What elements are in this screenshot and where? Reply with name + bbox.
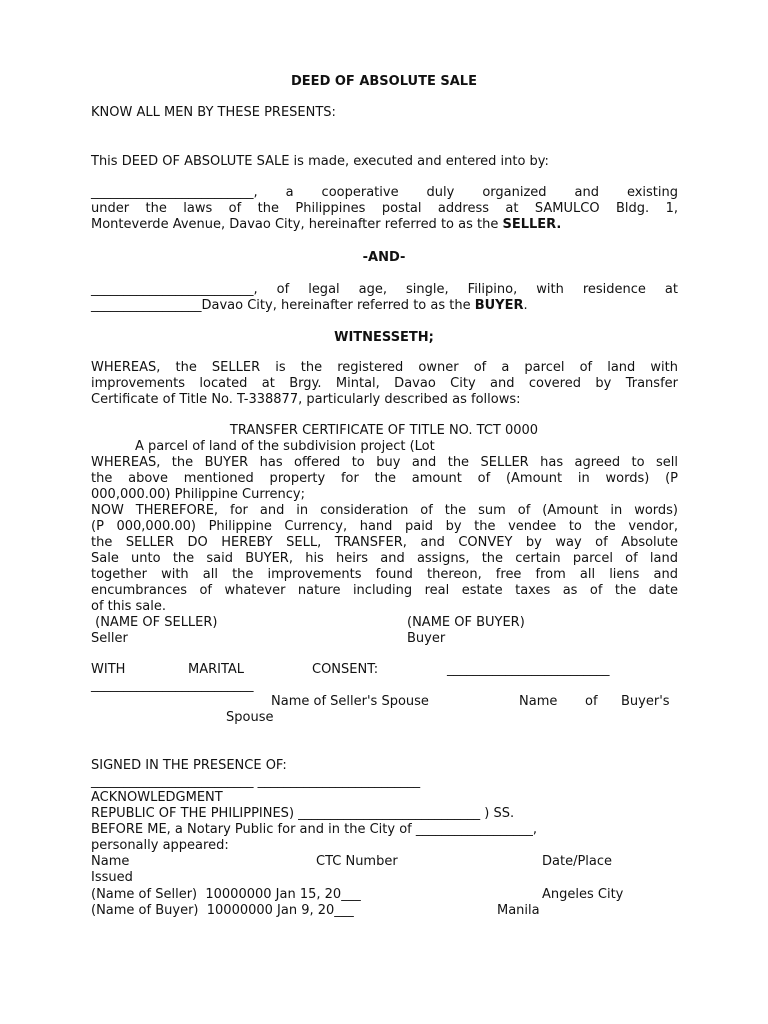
seller-name-placeholder: (NAME OF SELLER) <box>91 615 218 630</box>
table-row-buyer-place: Manila <box>497 903 540 918</box>
parcel-line: A parcel of land of the subdivision project (Lot <box>135 439 435 454</box>
seller-par-line3 <box>91 217 561 233</box>
now-line5: together with all the improvements found thereon, free from all liens and <box>91 567 678 582</box>
whereas2-line2: the above mentioned property for the amount of (Amount in words) (P <box>91 471 678 486</box>
whereas1-line1: WHEREAS, the SELLER is the registered owner of a parcel of land with <box>91 360 678 375</box>
buyer-par-line2 <box>91 298 528 314</box>
buyer-par-line2-end: . <box>523 298 528 313</box>
seller-role: Seller <box>91 631 128 646</box>
buyer-par-line1: _________________________, of legal age, single, Filipino, with residence at <box>91 282 678 297</box>
intro-line: This DEED OF ABSOLUTE SALE is made, executed and entered into by: <box>91 154 549 169</box>
document-title: DEED OF ABSOLUTE SALE <box>291 74 477 89</box>
buyer-name-placeholder: (NAME OF BUYER) <box>407 615 525 630</box>
whereas2-line3: 000,000.00) Philippine Currency; <box>91 487 305 502</box>
table-row-seller: (Name of Seller) 10000000 Jan 15, 20___ <box>91 887 361 902</box>
acknowledgment-heading: ACKNOWLEDGMENT <box>91 790 223 805</box>
and-separator: -AND- <box>362 250 406 265</box>
whereas1-line3: Certificate of Title No. T-338877, particularly described as follows: <box>91 392 521 407</box>
know-all-line: KNOW ALL MEN BY THESE PRESENTS: <box>91 105 336 120</box>
table-header-name: Name <box>91 854 130 869</box>
republic-line: REPUBLIC OF THE PHILIPPINES) ____________________________ ) SS. <box>91 806 515 821</box>
witness-blanks: _________________________ _________________________ <box>91 774 421 789</box>
table-row-seller-place: Angeles City <box>542 887 624 902</box>
marital-consent: CONSENT: <box>312 662 379 677</box>
buyer-label: BUYER <box>474 298 524 313</box>
witnesseth-heading: WITNESSETH; <box>334 330 434 345</box>
now-line7: of this sale. <box>91 599 166 614</box>
spouse-label: Spouse <box>226 710 274 725</box>
marital-with: WITH <box>91 662 126 677</box>
buyer-role: Buyer <box>407 631 446 646</box>
seller-par-line1: _________________________, a cooperative duly organized and existing <box>91 185 678 200</box>
before-me-line: BEFORE ME, a Notary Public for and in the City of __________________, <box>91 822 537 837</box>
tct-line: TRANSFER CERTIFICATE OF TITLE NO. TCT 0000 <box>229 423 539 438</box>
seller-spouse-label: Name of Seller's Spouse <box>271 694 429 709</box>
now-line3: the SELLER DO HEREBY SELL, TRANSFER, and CONVEY by way of Absolute <box>91 535 678 550</box>
whereas1-line2: improvements located at Brgy. Mintal, Davao City and covered by Transfer <box>91 376 678 391</box>
table-row-buyer: (Name of Buyer) 10000000 Jan 9, 20___ <box>91 903 354 918</box>
signed-presence: SIGNED IN THE PRESENCE OF: <box>91 758 287 773</box>
whereas2-line1: WHEREAS, the BUYER has offered to buy and the SELLER has agreed to sell <box>91 455 678 470</box>
table-header-issued: Issued <box>91 870 133 885</box>
now-line1: NOW THEREFORE, for and in consideration of the sum of (Amount in words) <box>91 503 678 518</box>
now-line2: (P 000,000.00) Philippine Currency, hand paid by the vendee to the vendor, <box>91 519 678 534</box>
now-line6: encumbrances of whatever nature including real estate taxes as of the date <box>91 583 678 598</box>
buyer-spouse-buyers: Buyer's <box>621 694 670 709</box>
marital-blank1: _________________________ <box>447 662 610 677</box>
buyer-spouse-of: of <box>585 694 598 709</box>
personally-appeared: personally appeared: <box>91 838 229 853</box>
now-line4: Sale unto the said BUYER, his heirs and assigns, the certain parcel of land <box>91 551 678 566</box>
seller-label: SELLER. <box>502 217 562 232</box>
marital-marital: MARITAL <box>188 662 245 677</box>
seller-par-line3-text: Monteverde Avenue, Davao City, hereinafter referred to as the <box>91 217 503 232</box>
buyer-spouse-name: Name <box>519 694 558 709</box>
table-header-ctc: CTC Number <box>316 854 398 869</box>
table-header-date: Date/Place <box>542 854 613 869</box>
buyer-par-line2-text: _________________Davao City, hereinafter referred to as the <box>91 298 475 313</box>
seller-par-line2: under the laws of the Philippines postal address at SAMULCO Bldg. 1, <box>91 201 678 216</box>
marital-blank2: _________________________ <box>91 678 254 693</box>
